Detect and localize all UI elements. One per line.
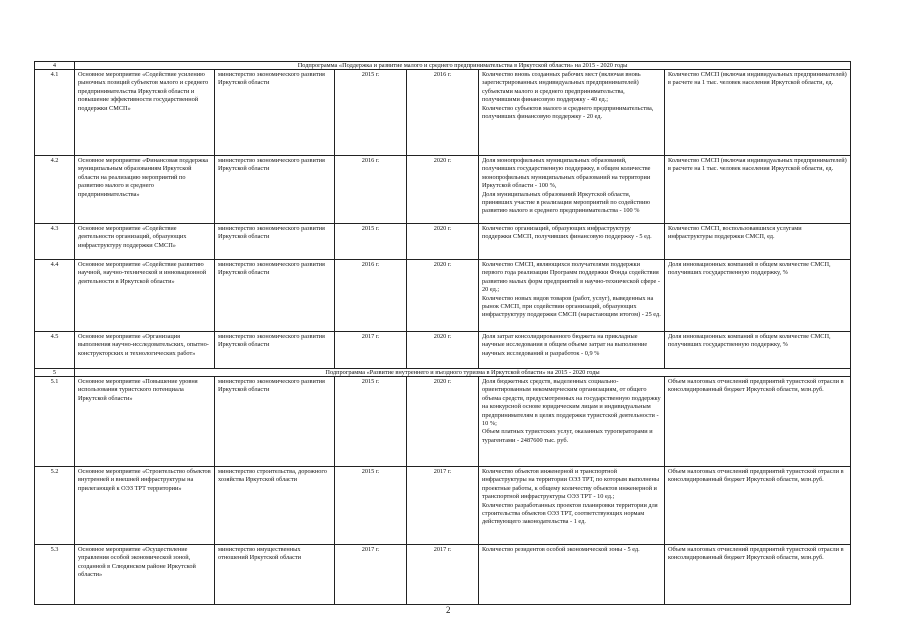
row-number: 4.3 xyxy=(35,224,75,260)
section-header-row xyxy=(35,369,851,377)
row-number: 4.1 xyxy=(35,70,75,156)
expected-result xyxy=(479,156,665,224)
result-paragraph: Доля бюджетных средств, выделенных социально-ориентированным некоммерческим организациям, от общего объема средств, предусмотренных на государственную поддержку на конкурсной основе юридическим лицам и индивидуальным предпринимателям в целях поддержки туристской деятельности - 10 %; xyxy=(482,378,661,428)
start-year: 2017 г. xyxy=(335,332,407,369)
target-indicator: Объем налоговых отчислений предприятий туристской отрасли в консолидированный бюджет Иркутской области, млн.руб. xyxy=(665,545,851,605)
start-year: 2016 г. xyxy=(335,156,407,224)
page-number: 2 xyxy=(446,605,451,615)
executor: министерство экономического развития Иркутской области xyxy=(215,377,335,467)
row-number: 4.4 xyxy=(35,260,75,332)
executor: министерство экономического развития Иркутской области xyxy=(215,224,335,260)
row-number: 4.5 xyxy=(35,332,75,369)
end-year: 2017 г. xyxy=(407,545,479,605)
section-number: 4 xyxy=(35,62,75,70)
target-indicator: Объем налоговых отчислений предприятий туристской отрасли в консолидированный бюджет Иркутской области, млн.руб. xyxy=(665,467,851,545)
target-indicator: Количество СМСП (включая индивидуальных предпринимателей) в расчете на 1 тыс. человек населения Иркутской области, ед. xyxy=(665,156,851,224)
executor: министерство экономического развития Иркутской области xyxy=(215,70,335,156)
executor: министерство экономического развития Иркутской области xyxy=(215,156,335,224)
row-number: 5.2 xyxy=(35,467,75,545)
expected-result xyxy=(479,545,665,605)
table-row xyxy=(35,224,851,260)
target-indicator: Доля инновационных компаний в общем количестве СМСП, получивших государственную поддержку, % xyxy=(665,332,851,369)
section-title: Подпрограмма «Поддержка и развитие малого и среднего предпринимательства в Иркутской области» на 2015 - 2020 годы xyxy=(75,62,851,70)
result-paragraph: Количество резидентов особой экономической зоны - 5 ед. xyxy=(482,546,640,553)
section-header-row xyxy=(35,62,851,70)
event-name: Основное мероприятие «Финансовая поддержка муниципальным образованиям Иркутской области на реализацию мероприятий по развитию малого и среднего предпринимательства» xyxy=(75,156,215,224)
result-paragraph: Доля муниципальных образований Иркутской области, принявших участие в реализации мероприятий по содействию развитию малого и среднего предпринимательства - 100 % xyxy=(482,190,651,215)
result-paragraph: Количество объектов инженерной и транспортной инфраструктуры на территории ОЭЗ ТРТ, по которым выполнены проектные работы, к общему количеству объектов инженерной и транспортной инфраструктуры ОЭЗ ТРТ - 10 ед.; xyxy=(482,468,660,501)
start-year: 2017 г. xyxy=(335,545,407,605)
target-indicator: Количество СМСП (включая индивидуальных предпринимателей) в расчете на 1 тыс. человек населения Иркутской области, ед. xyxy=(665,70,851,156)
end-year: 2020 г. xyxy=(407,156,479,224)
start-year: 2015 г. xyxy=(335,70,407,156)
event-name: Основное мероприятие «Содействие развитию научной, научно-технической и инновационной деятельности в Иркутской области» xyxy=(75,260,215,332)
expected-result xyxy=(479,260,665,332)
table-row xyxy=(35,377,851,467)
event-name: Основное мероприятие «Содействие деятельности организаций, образующих инфраструктуру поддержки СМСП» xyxy=(75,224,215,260)
start-year: 2015 г. xyxy=(335,224,407,260)
event-name: Основное мероприятие «Повышение уровня использования туристского потенциала Иркутской области» xyxy=(75,377,215,467)
section-number: 5 xyxy=(35,369,75,377)
start-year: 2016 г. xyxy=(335,260,407,332)
expected-result xyxy=(479,332,665,369)
expected-result xyxy=(479,224,665,260)
executor: министерство строительства, дорожного хозяйства Иркутской области xyxy=(215,467,335,545)
result-paragraph: Количество организаций, образующих инфраструктуру поддержки СМСП, получивших финансовую поддержку - 5 ед. xyxy=(482,225,652,241)
table-row xyxy=(35,70,851,156)
measures-table xyxy=(34,61,851,605)
event-name: Основное мероприятие «Организация выполнения научно-исследовательских, опытно-конструкторских и технологических работ» xyxy=(75,332,215,369)
target-indicator: Объем налоговых отчислений предприятий туристской отрасли в консолидированный бюджет Иркутской области, млн.руб. xyxy=(665,377,851,467)
row-number: 5.1 xyxy=(35,377,75,467)
result-paragraph: Количество вновь созданных рабочих мест (включая вновь зарегистрированных индивидуальных предпринимателей) субъектами малого и среднего предпринимательства, получившими финансовую поддержку - 40 ед.; xyxy=(482,71,641,104)
start-year: 2015 г. xyxy=(335,377,407,467)
table-row xyxy=(35,332,851,369)
event-name: Основное мероприятие «Строительство объектов внутренней и внешней инфраструктуры на прилегающей к ОЭЗ ТРТ территории» xyxy=(75,467,215,545)
row-number: 5.3 xyxy=(35,545,75,605)
result-paragraph: Количество СМСП, являющихся получателями поддержки первого года реализации Программ поддержки Фонда содействия развитию малых форм предприятий в научно-технической сфере - 20 ед.; xyxy=(482,261,660,294)
table-row xyxy=(35,467,851,545)
end-year: 2020 г. xyxy=(407,377,479,467)
end-year: 2020 г. xyxy=(407,332,479,369)
executor: министерство имущественных отношений Иркутской области xyxy=(215,545,335,605)
table-row xyxy=(35,260,851,332)
result-paragraph: Объем платных туристских услуг, оказанных туроператорами и турагентами - 2487600 тыс. руб. xyxy=(482,428,653,444)
event-name: Основное мероприятие «Осуществление управления особой экономической зоной, созданной в Слюдянском районе Иркутской области» xyxy=(75,545,215,605)
expected-result xyxy=(479,377,665,467)
target-indicator: Доля инновационных компаний в общем количестве СМСП, получивших государственную поддержку, % xyxy=(665,260,851,332)
result-paragraph: Количество субъектов малого и среднего предпринимательства, получивших финансовую поддержку - 20 ед. xyxy=(482,104,654,121)
result-paragraph: Доля монопрофильных муниципальных образований, получивших государственную поддержку, в общем количестве монопрофильных муниципальных образований на территории Иркутской области - 100 %, xyxy=(482,157,651,190)
event-name: Основное мероприятие «Содействие усилению рыночных позиций субъектов малого и среднего предпринимательства Иркутской области и повышение эффективности государственной поддержки СМСП» xyxy=(75,70,215,156)
section-title: Подпрограмма «Развитие внутреннего и въездного туризма в Иркутской области» на 2015 - 2020 годы xyxy=(75,369,851,377)
result-paragraph: Доля затрат консолидированного бюджета на прикладные научные исследования в общем объеме затрат на выполнение научных исследований и разработок - 0,9 % xyxy=(482,333,648,357)
result-paragraph: Количество новых видов товаров (работ, услуг), выведенных на рынок СМСП, при содействии организаций, образующих инфраструктуру поддержки СМСП (нарастающим итогом) - 25 ед. xyxy=(482,294,661,319)
end-year: 2020 г. xyxy=(407,260,479,332)
end-year: 2017 г. xyxy=(407,467,479,545)
target-indicator: Количество СМСП, воспользовавшихся услугами инфраструктуры поддержки СМСП, ед. xyxy=(665,224,851,260)
row-number: 4.2 xyxy=(35,156,75,224)
table-row xyxy=(35,156,851,224)
end-year: 2020 г. xyxy=(407,224,479,260)
start-year: 2015 г. xyxy=(335,467,407,545)
executor: министерство экономического развития Иркутской области xyxy=(215,260,335,332)
result-paragraph: Количество разработанных проектов планировки территории для строительства объектов ОЭЗ ТРТ, соответствующих нормам действующего законодательства - 1 ед. xyxy=(482,501,658,526)
expected-result xyxy=(479,70,665,156)
executor: министерство экономического развития Иркутской области xyxy=(215,332,335,369)
end-year: 2016 г. xyxy=(407,70,479,156)
expected-result xyxy=(479,467,665,545)
table-row xyxy=(35,545,851,605)
